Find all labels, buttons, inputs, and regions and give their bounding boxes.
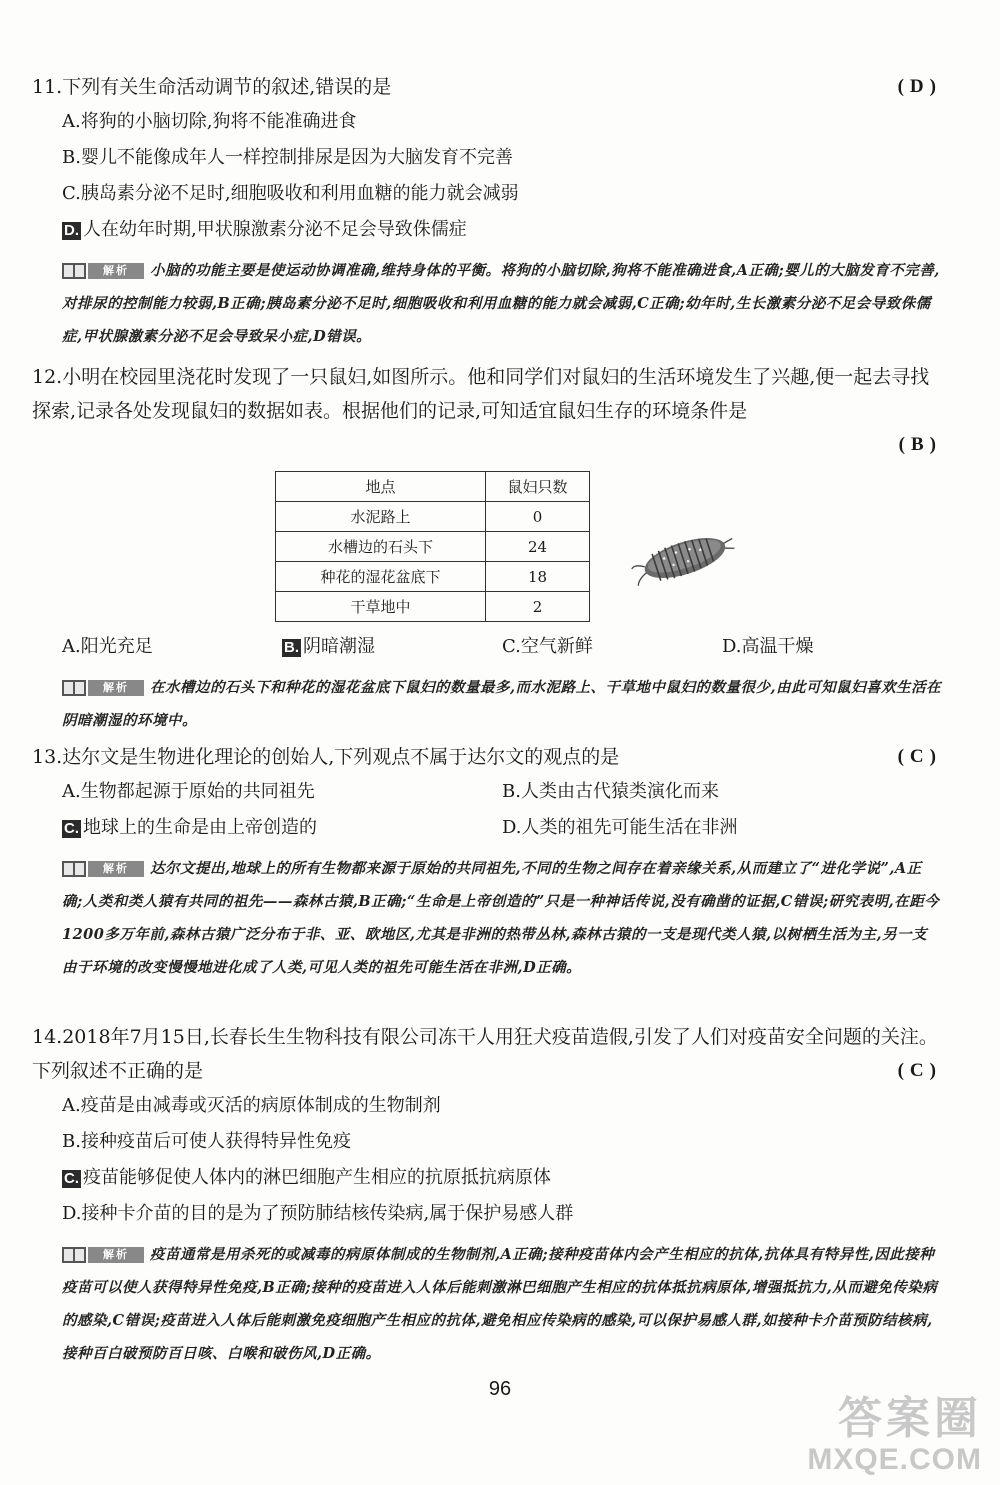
question-stem: 12.小明在校园里浇花时发现了一只鼠妇,如图所示。他和同学们对鼠妇的生活环境发生了兴趣,便一起去寻找探索,记录各处发现鼠妇的数据如表。根据他们的记录,可知适宜鼠妇生存的环境条件是 — [32, 366, 930, 422]
woodlouse-table — [275, 471, 590, 622]
option-b — [282, 629, 502, 665]
answer-line — [32, 428, 942, 462]
correct-mark: C. — [64, 820, 79, 837]
explanation-text: 疫苗通常是用杀死的或减毒的病原体制成的生物制剂,A正确;接种疫苗体内会产生相应的抗体,抗体具有特异性,因此接种疫苗可以使人获得特异性免疫,B正确;接种的疫苗进入人体后能刺激淋巴细胞产生相应的抗体抵抗病原体,增强抵抗力,从而避免传染病的感染,C错误;疫苗进入人体后能刺激免疫细胞产生相应的抗体,避免相应传染病的感染,可以保护易感人群,如接种卡介苗预防结核病,接种百白破预防百日咳、白喉和破伤风,D正确。 — [62, 1246, 938, 1362]
table-cell: 0 — [486, 502, 590, 532]
option-c — [32, 1160, 942, 1196]
table-header: 地点 — [276, 472, 486, 502]
option-c — [62, 810, 502, 846]
correct-mark: B. — [284, 639, 299, 656]
correct-mark: D. — [64, 222, 79, 239]
option-text: 阴暗潮湿 — [303, 636, 375, 657]
answer-box: (C) — [897, 746, 942, 767]
option-a: A.疫苗是由减毒或灭活的病原体制成的生物制剂 — [62, 1095, 441, 1116]
question-stem — [32, 740, 942, 774]
option-b: B.接种疫苗后可使人获得特异性免疫 — [62, 1131, 351, 1152]
table-cell: 2 — [486, 592, 590, 622]
page-number: 96 — [488, 1378, 512, 1400]
explanation — [62, 254, 942, 353]
table-header-row — [276, 472, 590, 502]
watermark-url: MXQE.COM — [807, 1443, 982, 1476]
option-d: D.接种卡介苗的目的是为了预防肺结核传染病,属于保护易感人群 — [62, 1203, 574, 1224]
correct-mark: C. — [64, 1170, 79, 1187]
explanation-label-icon: 解析 — [62, 679, 146, 697]
options-row — [32, 774, 942, 810]
table-row — [276, 592, 590, 622]
question-stem: 14.2018年7月15日,长春长生生物科技有限公司冻干人用狂犬疫苗造假,引发了人们对疫苗安全问题的关注。下列叙述不正确的是 — [32, 1026, 938, 1082]
explanation — [62, 671, 942, 737]
woodlouse-illustration-icon — [630, 528, 740, 588]
question-12 — [32, 360, 942, 462]
table-cell: 18 — [486, 562, 590, 592]
table-cell: 水槽边的石头下 — [276, 532, 486, 562]
watermark — [807, 1395, 982, 1477]
option-text: 疫苗能够促使人体内的淋巴细胞产生相应的抗原抵抗病原体 — [83, 1167, 551, 1188]
option-text: 人在幼年时期,甲状腺激素分泌不足会导致侏儒症 — [83, 219, 467, 240]
stem-text: 13.达尔文是生物进化理论的创始人,下列观点不属于达尔文的观点的是 — [32, 746, 620, 768]
table-cell: 水泥路上 — [276, 502, 486, 532]
options-row — [32, 629, 942, 665]
question-stem — [32, 70, 942, 104]
watermark-logo-text: 答案圈 — [838, 1394, 982, 1443]
answer-box: (C) — [897, 1060, 942, 1081]
question-14 — [32, 1020, 942, 1370]
options-row — [32, 810, 942, 846]
option-d: D.高温干燥 — [722, 636, 814, 657]
explanation-label-icon: 解析 — [62, 1246, 146, 1264]
stem-text: 11.下列有关生命活动调节的叙述,错误的是 — [32, 76, 392, 98]
option-d — [32, 212, 942, 248]
table-cell: 干草地中 — [276, 592, 486, 622]
table-row — [276, 502, 590, 532]
question-13 — [32, 740, 942, 984]
table-row — [276, 562, 590, 592]
table-cell: 种花的湿花盆底下 — [276, 562, 486, 592]
option-c: C.胰岛素分泌不足时,细胞吸收和利用血糖的能力就会减弱 — [62, 183, 519, 204]
option-a: A.生物都起源于原始的共同祖先 — [62, 781, 315, 802]
option-c: C.空气新鲜 — [502, 636, 593, 657]
table-cell: 24 — [486, 532, 590, 562]
option-a: A.阳光充足 — [62, 636, 153, 657]
answer-box: (D) — [897, 76, 942, 97]
explanation-text: 在水槽边的石头下和种花的湿花盆底下鼠妇的数量最多,而水泥路上、干草地中鼠妇的数量很少,由此可知鼠妇喜欢生活在阴暗潮湿的环境中。 — [62, 679, 942, 729]
option-a: A.将狗的小脑切除,狗将不能准确进食 — [62, 111, 357, 132]
explanation-text: 小脑的功能主要是使运动协调准确,维持身体的平衡。将狗的小脑切除,狗将不能准确进食,A正确;婴儿的大脑发育不完善,对排尿的控制能力较弱,B正确;胰岛素分泌不足时,细胞吸收和利用血糖的能力就会减弱,C正确;幼年时,生长激素分泌不足会导致侏儒症,甲状腺激素分泌不足会导致呆小症,D错误。 — [62, 262, 940, 345]
explanation-label-icon: 解析 — [62, 262, 146, 280]
table-row — [276, 532, 590, 562]
question-11 — [32, 70, 942, 353]
explanation — [62, 1238, 942, 1370]
option-b: B.婴儿不能像成年人一样控制排尿是因为大脑发育不完善 — [62, 147, 513, 168]
explanation — [62, 852, 942, 984]
option-d: D.人类的祖先可能生活在非洲 — [502, 817, 738, 838]
table-header: 鼠妇只数 — [486, 472, 590, 502]
explanation-label-icon: 解析 — [62, 860, 146, 878]
explanation-text: 达尔文提出,地球上的所有生物都来源于原始的共同祖先,不同的生物之间存在着亲缘关系,从而建立了“进化学说”,A正确;人类和类人猿有共同的祖先——森林古猿,B正确;“生命是上帝创造的”只是一种神话传说,没有确凿的证据,C错误;研究表明,在距今1200多万年前,森林古猿广泛分布于非、亚、欧地区,尤其是非洲的热带丛林,森林古猿的一支是现代类人猿,以树栖生活为主,另一支由于环境的改变慢慢地进化成了人类,可见人类的祖先可能生活在非洲,D正确。 — [62, 860, 940, 976]
answer-box: (B) — [898, 434, 942, 455]
option-text: 地球上的生命是由上帝创造的 — [83, 817, 317, 838]
option-b: B.人类由古代猿类演化而来 — [502, 781, 719, 802]
question-12-options — [32, 629, 942, 737]
